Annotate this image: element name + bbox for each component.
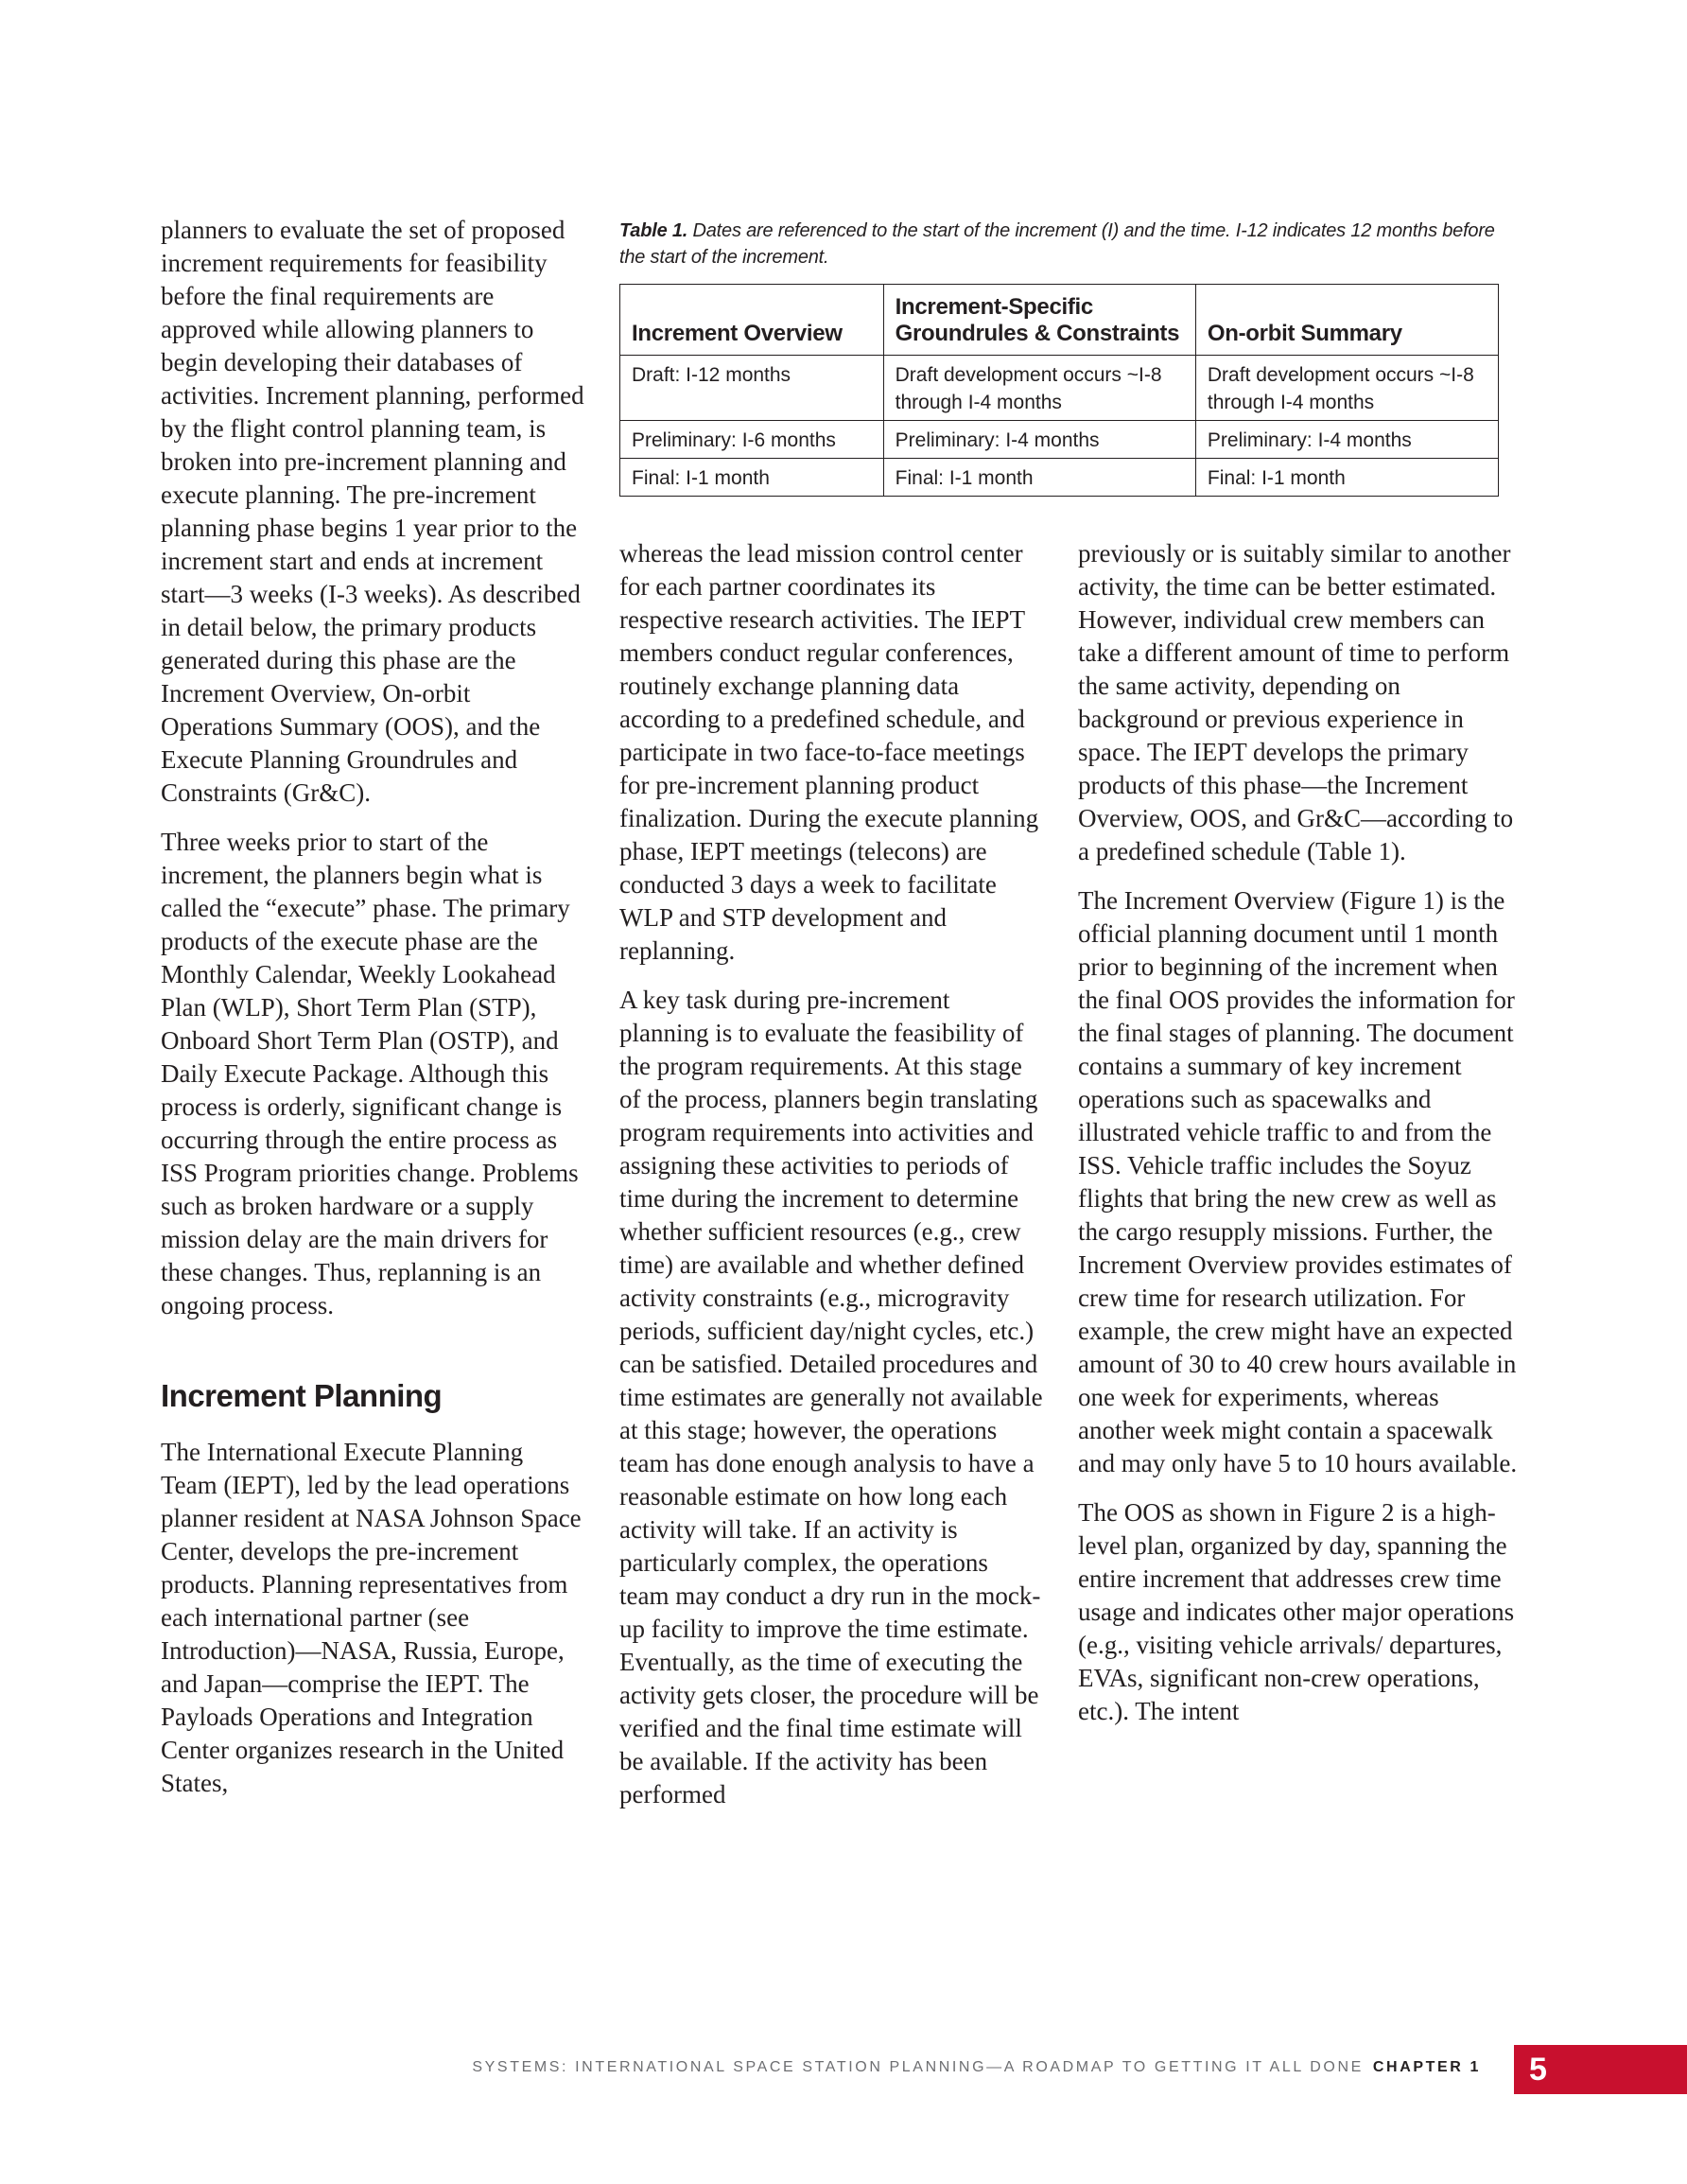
table-row (620, 356, 1499, 421)
table-caption-text: Dates are referenced to the start of the increment (I) and the time. I-12 indicates 12 months before the start of the increment. (619, 220, 1495, 268)
body-paragraph: whereas the lead mission control center for each partner coordinates its respective research activities. The IEPT members conduct regular conferences, routinely exchange planning data according to a predefined schedule, and participate in two face-to-face meetings for pre-increment planning product finalization. During the execute planning phase, IEPT meetings (telecons) are conducted 3 days a week to facilitate WLP and STP development and replanning. (619, 539, 1039, 965)
section-heading: Increment Planning (161, 1378, 443, 1413)
page-footer (472, 2056, 1481, 2079)
table-cell: Preliminary: I-6 months (620, 421, 884, 459)
body-column-left (161, 214, 584, 1816)
column-header: Increment-Specific Groundrules & Constraints (883, 285, 1195, 356)
table-cell: Draft development occurs ~I-8 through I-4 months (883, 356, 1195, 421)
body-paragraph: previously or is suitably similar to another activity, the time can be better estimated. However, individual crew members can take a different amount of time to perform the same activity, depending on background or previous experience in space. The IEPT develops the primary products of this phase—the Increment Overview, OOS, and Gr&C—according to a predefined schedule (Table 1). (1078, 539, 1514, 865)
chapter-label: CHAPTER 1 (1372, 2059, 1481, 2075)
table-row (620, 421, 1499, 459)
body-column-right (1078, 537, 1518, 1744)
page-number-tab (1514, 2045, 1687, 2094)
page-number: 5 (1529, 2052, 1547, 2088)
column-header: On-orbit Summary (1195, 285, 1498, 356)
body-column-middle (619, 537, 1043, 1827)
table-caption (619, 218, 1508, 271)
table-cell: Final: I-1 month (1195, 459, 1498, 497)
table-header-row (620, 285, 1499, 356)
table-row (620, 459, 1499, 497)
planning-schedule-table (619, 284, 1499, 497)
body-paragraph: Three weeks prior to start of the increment, the planners begin what is called the “execute” phase. The primary products of the execute phase are the Monthly Calendar, Weekly Lookahead Plan (WLP), Short Term Plan (STP), Onboard Short Term Plan (OSTP), and Daily Execute Package. Although this process is orderly, significant change is occurring through the entire process as ISS Program priorities change. Problems such as broken hardware or a supply mission delay are the main drivers for these changes. Thus, replanning is an ongoing process. (161, 828, 579, 1319)
table-cell: Preliminary: I-4 months (883, 421, 1195, 459)
table-cell: Draft development occurs ~I-8 through I-4 months (1195, 356, 1498, 421)
body-paragraph: The OOS as shown in Figure 2 is a high-level plan, organized by day, spanning the entire increment that addresses crew time usage and indicates other major operations (e.g., visiting vehicle arrivals/ departures, EVAs, significant non-crew operations, etc.). The intent (1078, 1498, 1515, 1725)
body-paragraph: planners to evaluate the set of proposed increment requirements for feasibility before the final requirements are approved while allowing planners to begin developing their databases of activities. Increment planning, performed by the flight control planning team, is broken into pre-increment planning and execute planning. The pre-increment planning phase begins 1 year prior to the increment start and ends at increment start—3 weeks (I-3 weeks). As described in detail below, the primary products generated during this phase are the Increment Overview, On-orbit Operations Summary (OOS), and the Execute Planning Groundrules and Constraints (Gr&C). (161, 216, 584, 807)
table-cell: Final: I-1 month (883, 459, 1195, 497)
body-paragraph: A key task during pre-increment planning is to evaluate the feasibility of the program requirements. At this stage of the process, planners begin translating program requirements into activities and assigning these activities to periods of time during the increment to determine whether sufficient resources (e.g., crew time) are available and whether defined activity constraints (e.g., microgravity periods, sufficient day/night cycles, etc.) can be satisfied. Detailed procedures and time estimates are generally not available at this stage; however, the operations team has done enough analysis to have a reasonable estimate on how long each activity will take. If an activity is particularly complex, the operations team may conduct a dry run in the mock-up facility to improve the time estimate. Eventually, as the time of executing the activity gets closer, the procedure will be verified and the final time estimate will be available. If the activity has been performed (619, 986, 1043, 1808)
column-header: Increment Overview (620, 285, 884, 356)
table-cell: Preliminary: I-4 months (1195, 421, 1498, 459)
body-paragraph: The International Execute Planning Team (IEPT), led by the lead operations planner resident at NASA Johnson Space Center, develops the pre-increment products. Planning representatives from each international partner (see Introduction)—NASA, Russia, Europe, and Japan—comprise the IEPT. The Payloads Operations and Integration Center organizes research in the United States, (161, 1438, 582, 1797)
table-caption-label: Table 1. (619, 220, 688, 241)
body-paragraph: The Increment Overview (Figure 1) is the official planning document until 1 month prior to beginning of the increment when the final OOS provides the information for the final stages of planning. The document contains a summary of key increment operations such as spacewalks and illustrated vehicle traffic to and from the ISS. Vehicle traffic includes the Soyuz flights that bring the new crew as well as the cargo resupply missions. Further, the Increment Overview provides estimates of crew time for research utilization. For example, the crew might have an expected amount of 30 to 40 crew hours available in one week for experiments, whereas another week might contain a spacewalk and may only have 5 to 10 hours available. (1078, 886, 1518, 1477)
table-cell: Draft: I-12 months (620, 356, 884, 421)
running-title: SYSTEMS: INTERNATIONAL SPACE STATION PLANNING—A ROADMAP TO GETTING IT ALL DONE (472, 2059, 1364, 2075)
table-cell: Final: I-1 month (620, 459, 884, 497)
